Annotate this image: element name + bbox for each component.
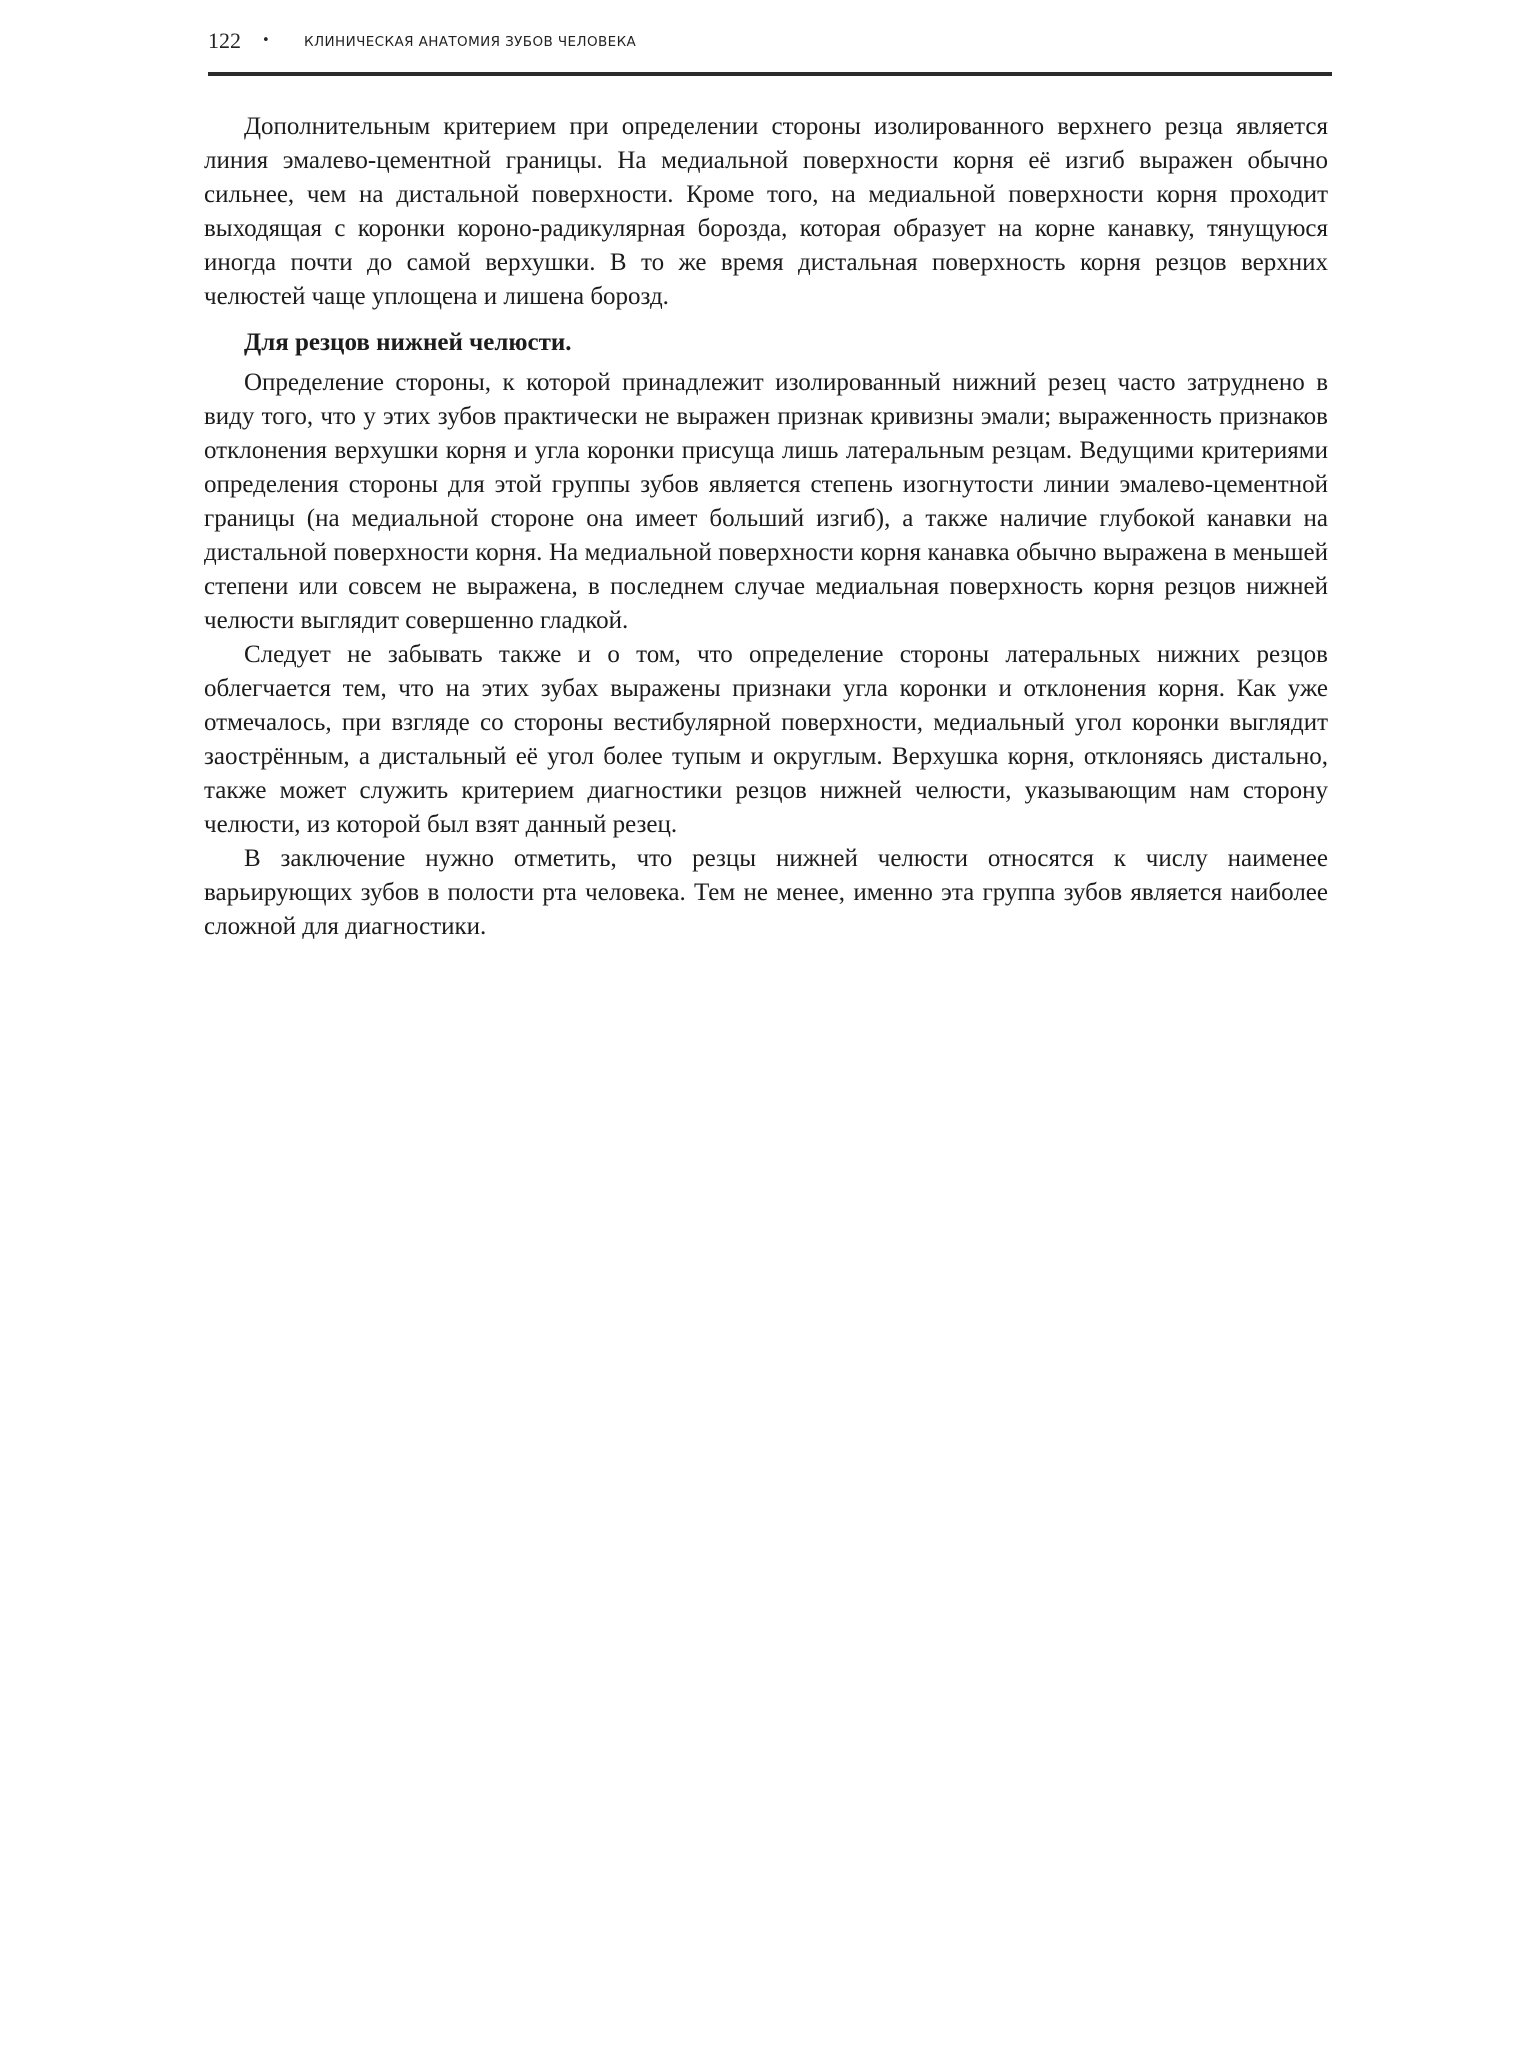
section-subheading: Для резцов нижней челюсти.: [244, 329, 572, 356]
running-title: КЛИНИЧЕСКАЯ АНАТОМИЯ ЗУБОВ ЧЕЛОВЕКА: [304, 34, 637, 50]
page-header: [208, 26, 1332, 60]
paragraph-conclusion: В заключение нужно отметить, что резцы нижней челюсти относятся к числу наименее варьирующих зубов в полости рта человека. Тем не менее, именно эта группа зубов является наиболее сложной для диагностики.: [204, 845, 1328, 940]
page-number: 122: [208, 28, 241, 53]
page-body: [204, 110, 1328, 944]
header-separator-bullet: •: [262, 33, 270, 48]
paragraph-upper-incisor-criteria: Дополнительным критерием при определении стороны изолированного верхнего резца является линия эмалево-цементной границы. На медиальной поверхности корня её изгиб выражен обычно сильнее, чем на дистальной поверхности. Кроме того, на медиальной поверхности корня проходит выходящая с коронки короно-радикулярная борозда, которая образует на корне канавку, тянущуюся иногда почти до самой верхушки. В то же время дистальная поверхность корня резцов верхних челюстей чаще уплощена и лишена борозд.: [204, 113, 1328, 310]
paragraph-lateral-lower-incisors: Следует не забывать также и о том, что определение стороны латеральных нижних резцов облегчается тем, что на этих зубах выражены признаки угла коронки и отклонения корня. Как уже отмечалось, при взгляде со стороны вестибулярной поверхности, медиальный угол коронки выглядит заострённым, а дистальный её угол более тупым и округлым. Верхушка корня, отклоняясь дистально, также может служить критерием диагностики резцов нижней челюсти, указывающим нам сторону челюсти, из которой был взят данный резец.: [204, 641, 1328, 838]
header-rule: [208, 72, 1332, 76]
paragraph-lower-incisor-side: Определение стороны, к которой принадлежит изолированный нижний резец часто затруднено в виду того, что у этих зубов практически не выражен признак кривизны эмали; выраженность признаков отклонения верхушки корня и угла коронки присуща лишь латеральным резцам. Ведущими критериями определения стороны для этой группы зубов является степень изогнутости линии эмалево-цементной границы (на медиальной стороне она имеет больший изгиб), а также наличие глубокой канавки на дистальной поверхности корня. На медиальной поверхности корня канавка обычно выражена в меньшей степени или совсем не выражена, в последнем случае медиальная поверхность корня резцов нижней челюсти выглядит совершенно гладкой.: [204, 369, 1328, 634]
